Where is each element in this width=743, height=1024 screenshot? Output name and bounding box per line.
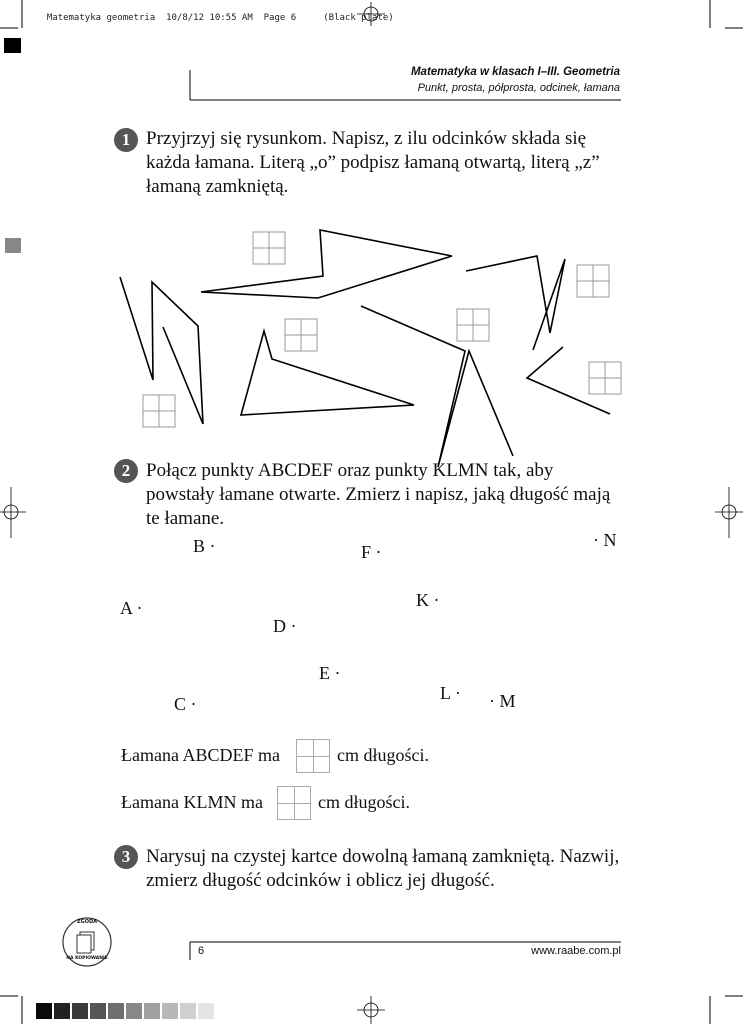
gray-swatch [144, 1003, 160, 1019]
answer-box [577, 265, 609, 297]
answer-line-2-unit: cm długości. [318, 792, 410, 812]
slug-time: 10:55 AM [209, 13, 253, 23]
point-d: D · [273, 616, 297, 636]
point-f: F · [361, 542, 382, 562]
task-3-text: Narysuj na czystej kartce dowolną łamaną zamkniętą. Nazwij, zmierz długość odcinków i oblicz jej długość. [146, 846, 620, 891]
task-3-number: 3 [114, 845, 138, 869]
running-header-title: Matematyka w klasach I–III. Geometria [410, 66, 620, 78]
gray-swatch [108, 1003, 124, 1019]
answer-box-klmn[interactable] [277, 786, 311, 820]
stamp-text-top: ZGODA [77, 919, 97, 925]
answer-line-1-unit: cm długości. [337, 745, 429, 765]
answer-box [285, 319, 317, 351]
answer-box [457, 309, 489, 341]
slug-file: Matematyka geometria [46, 13, 156, 23]
point-m: · M [489, 691, 516, 711]
answer-line-1-label: Łamana ABCDEF ma [121, 745, 280, 765]
task-1-text: Przyjrzyj się rysunkom. Napisz, z ilu odcinków składa się każda łamana. Literą „o” podpisz łamaną otwartą, literą „z” łamaną zamkniętą. [146, 128, 600, 197]
task-2-number: 2 [114, 459, 138, 483]
slug-plate: (Black plate) [323, 13, 394, 23]
page-number: 6 [198, 945, 205, 957]
gray-swatch [54, 1003, 70, 1019]
polyline-open-w [361, 306, 513, 467]
polyline-open-arrow [527, 347, 610, 414]
point-a: A · [120, 598, 143, 618]
polyline-open-triangle [466, 256, 565, 350]
gray-swatch [36, 1003, 52, 1019]
running-header-subtitle: Punkt, prosta, półprosta, odcinek, łamana [417, 82, 620, 94]
website-link[interactable]: www.raabe.com.pl [531, 945, 621, 957]
point-l: L · [440, 683, 461, 703]
answer-box [143, 395, 175, 427]
point-b: B · [193, 536, 216, 556]
point-k: K · [416, 590, 440, 610]
gray-swatch [180, 1003, 196, 1019]
answer-line-2-label: Łamana KLMN ma [121, 792, 263, 812]
answer-box-abcdef[interactable] [296, 739, 330, 773]
polyline-closed-triangle [241, 331, 414, 415]
point-n: · N [593, 530, 617, 550]
answer-box [589, 362, 621, 394]
point-c: C · [174, 694, 197, 714]
point-e: E · [319, 663, 341, 683]
gray-swatch [198, 1003, 214, 1019]
task-2-text: Połącz punkty ABCDEF oraz punkty KLMN tak, aby powstały łamane otwarte. Zmierz i napisz, jaką długość mają te łamane. [146, 460, 611, 529]
stamp-text-bottom: NA KOPIOWANIE [66, 956, 108, 961]
polyline-closed-big [201, 230, 452, 298]
gray-swatch [72, 1003, 88, 1019]
polyline-open-zigzag [120, 277, 203, 424]
task-1-number: 1 [114, 128, 138, 152]
slug-date: 10/8/12 [166, 13, 204, 23]
gray-swatch [90, 1003, 106, 1019]
gray-swatch [126, 1003, 142, 1019]
answer-box [253, 232, 285, 264]
slug-page: Page 6 [263, 13, 297, 23]
gray-swatch [162, 1003, 178, 1019]
